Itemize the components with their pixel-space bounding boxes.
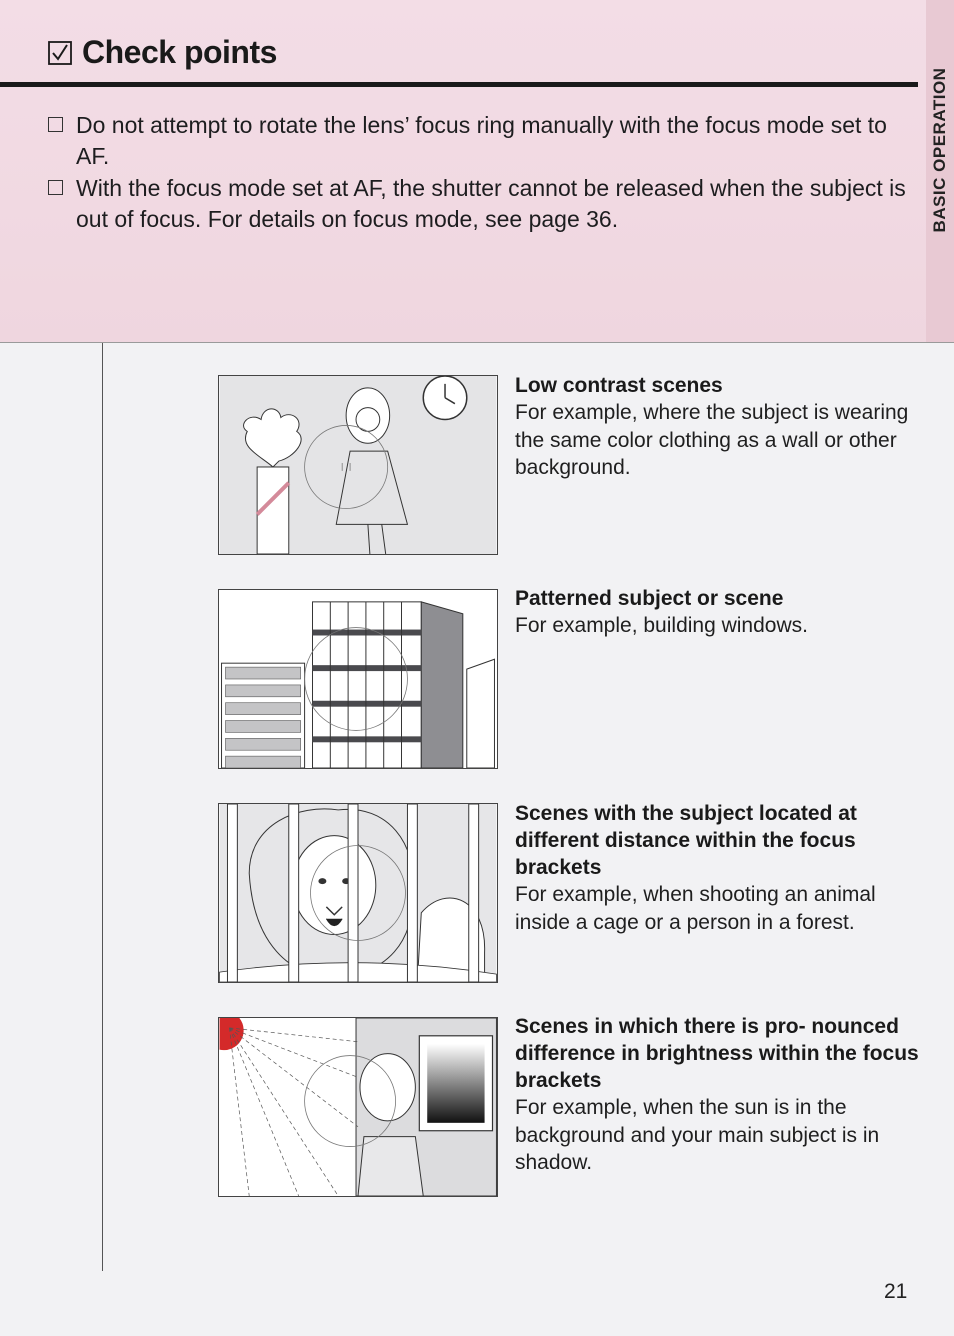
check-list xyxy=(48,110,918,236)
heading-rule xyxy=(0,82,918,87)
page-number: 21 xyxy=(884,1280,908,1303)
scene-description: For example, when shooting an animal inside a cage or a person in a forest. xyxy=(515,883,876,934)
illustration-bright-background xyxy=(218,1017,498,1197)
scene-caption xyxy=(515,1013,925,1177)
scene-title: Scenes with the subject located at different distance within the focus brackets xyxy=(515,802,857,879)
illustration-caged-animal xyxy=(218,803,498,983)
list-item xyxy=(48,173,918,235)
list-item-text: Do not attempt to rotate the lens’ focus ring manually with the focus mode set to AF. xyxy=(76,112,887,169)
scene-description: For example, where the subject is wearing the same color clothing as a wall or other background. xyxy=(515,401,909,479)
band-divider xyxy=(0,342,954,343)
scene-caption xyxy=(515,372,925,482)
checkbox-empty-icon xyxy=(48,180,63,195)
checkbox-empty-icon xyxy=(48,117,63,132)
illustration-patterned xyxy=(218,589,498,769)
scene-description: For example, when the sun is in the background and your main subject is in shadow. xyxy=(515,1096,880,1174)
scene-title: Patterned subject or scene xyxy=(515,587,784,610)
check-points-heading xyxy=(48,34,277,71)
scene-caption xyxy=(515,585,925,640)
scene-title: Scenes in which there is pro- nounced difference in brightness within the focus brackets xyxy=(515,1015,919,1092)
illustration-low-contrast xyxy=(218,375,498,555)
checkbox-checked-icon xyxy=(48,41,72,65)
list-item xyxy=(48,110,918,172)
margin-rule xyxy=(102,343,103,1271)
list-item-text: With the focus mode set at AF, the shutter cannot be released when the subject is out of focus. For details on focus mode, see page 36. xyxy=(76,175,906,232)
scene-caption xyxy=(515,800,925,936)
page-title: Check points xyxy=(82,34,277,70)
scene-title: Low contrast scenes xyxy=(515,374,723,397)
section-tab-label: BASIC OPERATION xyxy=(930,67,949,233)
scene-description: For example, building windows. xyxy=(515,614,808,637)
